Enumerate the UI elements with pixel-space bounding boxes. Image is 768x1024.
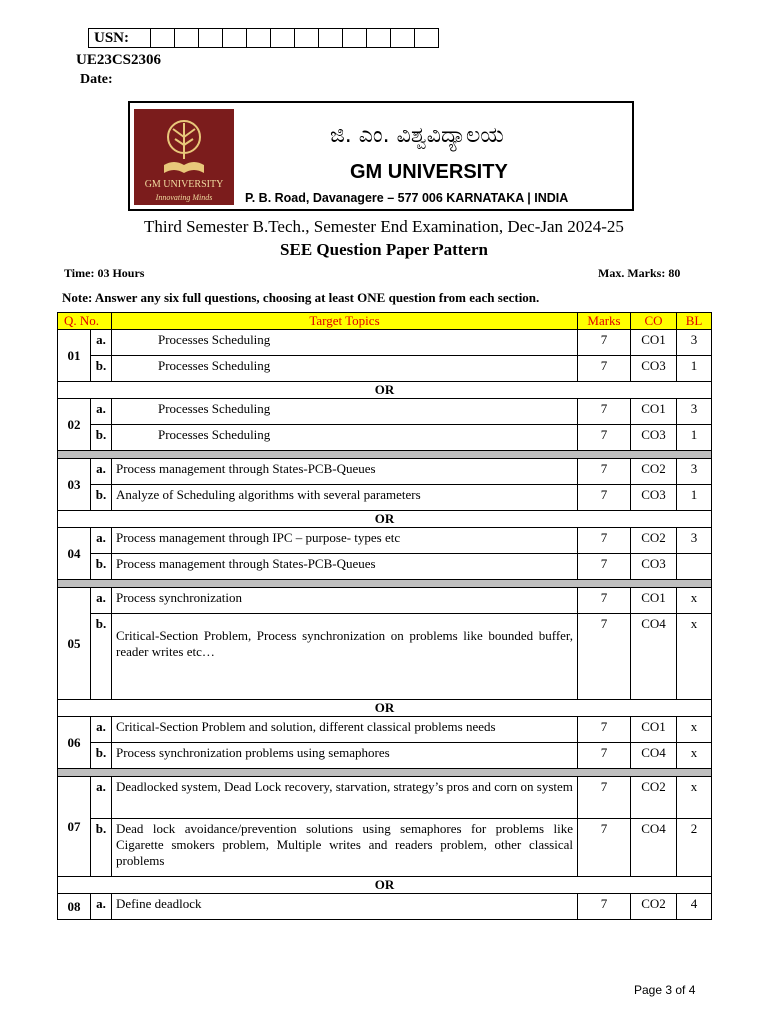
sub-question: b. <box>91 819 112 877</box>
usn-cell <box>223 29 247 48</box>
sub-question: b. <box>91 614 112 700</box>
or-divider <box>58 382 712 399</box>
co-cell: CO2 <box>631 777 677 819</box>
sub-question: a. <box>91 528 112 554</box>
bl-cell: x <box>677 614 712 700</box>
marks-cell: 7 <box>578 743 631 769</box>
or-divider <box>58 511 712 528</box>
university-address: P. B. Road, Davanagere – 577 006 KARNATAKA | INDIA <box>245 191 569 205</box>
header-marks: Marks <box>578 313 631 330</box>
sub-question: b. <box>91 554 112 580</box>
co-cell: CO1 <box>631 330 677 356</box>
marks-cell: 7 <box>578 614 631 700</box>
table-row <box>58 485 712 511</box>
university-logo <box>134 109 234 205</box>
tree-book-icon <box>161 119 207 177</box>
usn-cell <box>199 29 223 48</box>
exam-title: Third Semester B.Tech., Semester End Examination, Dec-Jan 2024-25 <box>144 217 624 236</box>
bl-cell: x <box>677 777 712 819</box>
target-topic: Critical-Section Problem, Process synchronization on problems like bounded buffer, reader writes etc… <box>112 614 578 700</box>
co-cell: CO2 <box>631 528 677 554</box>
exam-time: Time: 03 Hours <box>64 266 145 280</box>
usn-cell <box>175 29 199 48</box>
bl-cell: 1 <box>677 356 712 382</box>
marks-cell: 7 <box>578 777 631 819</box>
co-cell: CO4 <box>631 819 677 877</box>
sub-question: a. <box>91 330 112 356</box>
bl-cell: 3 <box>677 459 712 485</box>
question-number: 06 <box>58 717 91 769</box>
table-row <box>58 399 712 425</box>
target-topic: Processes Scheduling <box>112 356 578 382</box>
question-number: 01 <box>58 330 91 382</box>
table-row <box>58 614 712 700</box>
header-qno: Q. No. <box>58 313 112 330</box>
marks-cell: 7 <box>578 588 631 614</box>
sub-question: a. <box>91 588 112 614</box>
or-divider <box>58 700 712 717</box>
co-cell: CO1 <box>631 399 677 425</box>
university-name-kannada: ಜಿ. ಎಂ. ವಿಶ್ವವಿದ್ಯಾಲಯ <box>330 123 504 148</box>
max-marks: Max. Marks: 80 <box>598 266 681 280</box>
marks-cell: 7 <box>578 356 631 382</box>
bl-cell: 3 <box>677 399 712 425</box>
header-topics: Target Topics <box>112 313 578 330</box>
pattern-title: SEE Question Paper Pattern <box>280 240 488 259</box>
page-number: Page 3 of 4 <box>634 983 696 997</box>
target-topic: Analyze of Scheduling algorithms with several parameters <box>112 485 578 511</box>
target-topic: Define deadlock <box>112 894 578 920</box>
university-name: GM UNIVERSITY <box>350 161 508 183</box>
sub-question: b. <box>91 485 112 511</box>
bl-cell: 1 <box>677 485 712 511</box>
question-number: 08 <box>58 894 91 920</box>
logo-tagline: Innovating Minds <box>155 193 213 202</box>
usn-box <box>88 28 439 48</box>
question-number: 03 <box>58 459 91 511</box>
co-cell: CO3 <box>631 485 677 511</box>
bl-cell: x <box>677 717 712 743</box>
section-separator <box>58 580 712 588</box>
co-cell: CO3 <box>631 356 677 382</box>
marks-cell: 7 <box>578 425 631 451</box>
course-code: UE23CS2306 <box>76 52 162 68</box>
sub-question: a. <box>91 777 112 819</box>
usn-cell <box>343 29 367 48</box>
target-topic: Process management through States-PCB-Queues <box>112 554 578 580</box>
question-number: 05 <box>58 588 91 700</box>
table-row <box>58 528 712 554</box>
date-label: Date: <box>80 72 113 87</box>
question-number: 07 <box>58 777 91 877</box>
target-topic: Processes Scheduling <box>112 330 578 356</box>
target-topic: Critical-Section Problem and solution, different classical problems needs <box>112 717 578 743</box>
table-row <box>58 894 712 920</box>
table-row <box>58 819 712 877</box>
question-pattern-table <box>57 312 712 920</box>
usn-cell <box>247 29 271 48</box>
table-row <box>58 743 712 769</box>
target-topic: Deadlocked system, Dead Lock recovery, starvation, strategy’s pros and corn on system <box>112 777 578 819</box>
table-row <box>58 554 712 580</box>
co-cell: CO2 <box>631 894 677 920</box>
co-cell: CO1 <box>631 717 677 743</box>
bl-cell: x <box>677 588 712 614</box>
usn-cell <box>391 29 415 48</box>
usn-label: USN: <box>89 29 151 48</box>
marks-cell: 7 <box>578 330 631 356</box>
marks-cell: 7 <box>578 485 631 511</box>
bl-cell: 3 <box>677 528 712 554</box>
co-cell: CO1 <box>631 588 677 614</box>
sub-question: a. <box>91 459 112 485</box>
header-co: CO <box>631 313 677 330</box>
marks-cell: 7 <box>578 819 631 877</box>
usn-cell <box>319 29 343 48</box>
bl-cell: 4 <box>677 894 712 920</box>
usn-cell <box>367 29 391 48</box>
section-separator <box>58 769 712 777</box>
target-topic: Process synchronization <box>112 588 578 614</box>
sub-question: a. <box>91 717 112 743</box>
table-header <box>58 313 712 330</box>
co-cell: CO3 <box>631 425 677 451</box>
section-separator <box>58 451 712 459</box>
target-topic: Process synchronization problems using semaphores <box>112 743 578 769</box>
logo-name: GM UNIVERSITY <box>144 179 224 190</box>
university-banner <box>128 101 634 211</box>
sub-question: b. <box>91 743 112 769</box>
bl-cell: 3 <box>677 330 712 356</box>
table-row <box>58 777 712 819</box>
table-row <box>58 330 712 356</box>
or-label: OR <box>58 700 712 717</box>
target-topic: Processes Scheduling <box>112 399 578 425</box>
bl-cell: x <box>677 743 712 769</box>
usn-cell <box>151 29 175 48</box>
table-row <box>58 459 712 485</box>
header-bl: BL <box>677 313 712 330</box>
bl-cell: 2 <box>677 819 712 877</box>
table-row <box>58 717 712 743</box>
or-label: OR <box>58 382 712 399</box>
marks-cell: 7 <box>578 894 631 920</box>
marks-cell: 7 <box>578 717 631 743</box>
bl-cell <box>677 554 712 580</box>
exam-note: Note: Answer any six full questions, choosing at least ONE question from each section. <box>62 290 540 305</box>
target-topic: Dead lock avoidance/prevention solutions using semaphores for problems like Cigarette smokers problem, Multiple writes and readers problem, other classical problems <box>112 819 578 877</box>
or-label: OR <box>58 511 712 528</box>
bl-cell: 1 <box>677 425 712 451</box>
target-topic: Process management through IPC – purpose- types etc <box>112 528 578 554</box>
co-cell: CO3 <box>631 554 677 580</box>
table-row <box>58 356 712 382</box>
sub-question: b. <box>91 425 112 451</box>
marks-cell: 7 <box>578 399 631 425</box>
sub-question: a. <box>91 894 112 920</box>
usn-cell <box>415 29 439 48</box>
co-cell: CO2 <box>631 459 677 485</box>
or-divider <box>58 877 712 894</box>
or-label: OR <box>58 877 712 894</box>
question-number: 02 <box>58 399 91 451</box>
sub-question: b. <box>91 356 112 382</box>
table-row <box>58 425 712 451</box>
target-topic: Process management through States-PCB-Queues <box>112 459 578 485</box>
question-number: 04 <box>58 528 91 580</box>
co-cell: CO4 <box>631 743 677 769</box>
co-cell: CO4 <box>631 614 677 700</box>
target-topic: Processes Scheduling <box>112 425 578 451</box>
usn-cell <box>271 29 295 48</box>
marks-cell: 7 <box>578 554 631 580</box>
table-row <box>58 588 712 614</box>
sub-question: a. <box>91 399 112 425</box>
marks-cell: 7 <box>578 528 631 554</box>
marks-cell: 7 <box>578 459 631 485</box>
usn-cell <box>295 29 319 48</box>
